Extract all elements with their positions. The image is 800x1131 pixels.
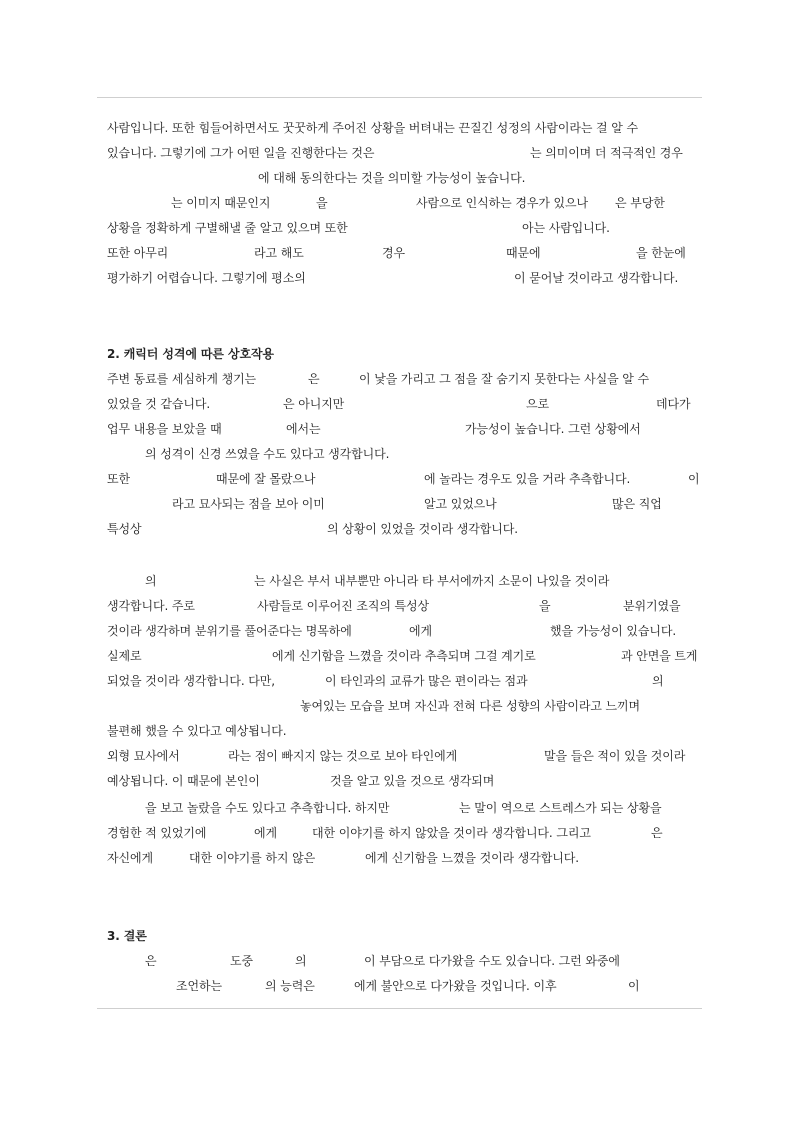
text-segment: 라는 점이 빠지지 않는 것으로 보아 타인에게	[228, 749, 458, 763]
text-segment: 때문에 잘 몰랐으나	[216, 472, 316, 486]
text-segment: 사람으로 인식하는 경우가 있으나	[416, 196, 589, 210]
text-segment: 은 아니지만	[283, 397, 345, 411]
text-segment: 는 이미지 때문인지	[171, 196, 271, 210]
text-line	[0, 645, 800, 667]
text-segment: 특성상	[107, 522, 142, 536]
text-segment: 생각합니다. 주로	[107, 599, 195, 613]
text-segment: 이 타인과의 교류가 많은 편이라는 점과	[325, 674, 528, 688]
text-line	[0, 620, 800, 642]
text-segment: 대한 이야기를 하지 않았을 것이라 생각합니다. 그리고	[312, 826, 591, 840]
text-segment: 으로	[526, 397, 549, 411]
text-segment: 는 의미이며 더 적극적인 경우	[530, 146, 683, 160]
text-segment: 경험한 적 있었기에	[107, 826, 207, 840]
text-line	[0, 797, 800, 819]
text-segment: 에게	[409, 624, 432, 638]
text-line	[0, 745, 800, 767]
text-segment: 는 사실은 부서 내부뿐만 아니라 타 부서에까지 소문이 나있을 것이라	[254, 574, 610, 588]
text-segment: 의	[295, 954, 307, 968]
top-divider	[97, 97, 702, 98]
bottom-divider	[97, 1008, 702, 1009]
text-line	[0, 975, 800, 997]
text-segment: 에 놀라는 경우도 있을 거라 추측합니다.	[424, 472, 631, 486]
text-segment: 것을 알고 있을 것으로 생각되며	[330, 774, 495, 788]
text-segment: 에게 신기함을 느꼈을 것이라 생각합니다.	[365, 851, 579, 865]
text-segment: 을	[316, 196, 328, 210]
text-segment: 분위기였을	[623, 599, 681, 613]
text-segment: 평가하기 어렵습니다. 그렇기에 평소의	[107, 271, 306, 285]
text-segment: 을 한눈에	[636, 246, 686, 260]
text-segment: 의 상황이 있었을 것이라 생각합니다.	[327, 522, 518, 536]
text-segment: 에 대해 동의한다는 것을 의미할 가능성이 높습니다.	[258, 171, 526, 185]
text-segment: 가능성이 높습니다. 그런 상황에서	[465, 422, 641, 436]
text-segment: 에게 신기함을 느꼈을 것이라 추측되며 그걸 계기로	[272, 649, 536, 663]
text-segment: 것이라 생각하며 분위기를 풀어준다는 명목하에	[107, 624, 352, 638]
text-segment: 데다가	[656, 397, 691, 411]
text-line	[0, 695, 800, 717]
text-segment: 있었을 것 같습니다.	[107, 397, 211, 411]
text-segment: 에게	[254, 826, 277, 840]
text-segment: 또한 아무리	[107, 246, 169, 260]
text-segment: 과 안면을 트게	[621, 649, 698, 663]
text-segment: 사람들로 이루어진 조직의 특성상	[257, 599, 430, 613]
text-segment: 사람입니다. 또한 힘들어하면서도 꿋꿋하게 주어진 상황을 버텨내는 끈질긴 성정의 사람이라는 걸 알 수	[107, 121, 638, 135]
text-segment: 이	[628, 979, 640, 993]
heading-text: 3. 결론	[107, 929, 147, 943]
text-segment: 많은 직업	[612, 497, 662, 511]
text-line	[0, 770, 800, 792]
text-segment: 때문에	[506, 246, 541, 260]
text-segment: 의	[145, 574, 157, 588]
text-segment: 의 성격이 신경 쓰였을 수도 있다고 생각합니다.	[145, 447, 390, 461]
heading-text: 2. 캐릭터 성격에 따른 상호작용	[107, 347, 274, 361]
text-segment: 있습니다. 그렇기에 그가 어떤 일을 진행한다는 것은	[107, 146, 375, 160]
text-segment: 주변 동료를 세심하게 챙기는	[107, 372, 257, 386]
text-line	[0, 217, 800, 239]
text-line	[0, 847, 800, 869]
text-line	[0, 142, 800, 164]
text-segment: 은	[308, 372, 320, 386]
text-segment: 도중	[230, 954, 253, 968]
text-line	[0, 518, 800, 540]
text-line	[0, 393, 800, 415]
text-segment: 상황을 정확하게 구별해낼 줄 알고 있으며 또한	[107, 221, 348, 235]
text-line	[0, 493, 800, 515]
text-segment: 했을 가능성이 있습니다.	[550, 624, 677, 638]
text-line	[0, 443, 800, 465]
text-line	[0, 267, 800, 289]
text-segment: 은	[145, 954, 157, 968]
text-segment: 자신에게	[107, 851, 153, 865]
text-segment: 말을 들은 적이 있을 것이라	[544, 749, 686, 763]
text-segment: 은	[651, 826, 663, 840]
text-segment: 라고 묘사되는 점을 보아 이미	[172, 497, 325, 511]
text-line	[0, 822, 800, 844]
text-segment: 놓여있는 모습을 보며 자신과 전혀 다른 성향의 사람이라고 느끼며	[300, 699, 641, 713]
text-segment: 을 보고 놀랐을 수도 있다고 추측합니다. 하지만	[145, 801, 390, 815]
text-line	[0, 570, 800, 592]
text-segment: 외형 묘사에서	[107, 749, 180, 763]
text-segment: 은 부당한	[615, 196, 665, 210]
text-segment: 에서는	[286, 422, 321, 436]
text-segment: 대한 이야기를 하지 않은	[189, 851, 316, 865]
text-segment: 는 말이 역으로 스트레스가 되는 상황을	[459, 801, 662, 815]
text-segment: 라고 해도	[254, 246, 304, 260]
text-segment: 의	[652, 674, 664, 688]
section-heading	[0, 925, 800, 947]
text-segment: 의 능력은	[265, 979, 315, 993]
text-segment: 되었을 것이라 생각합니다. 다만,	[107, 674, 275, 688]
text-segment: 이	[688, 472, 700, 486]
text-segment: 불편해 했을 수 있다고 예상됩니다.	[107, 724, 287, 738]
text-line	[0, 242, 800, 264]
text-segment: 경우	[382, 246, 405, 260]
text-segment: 에게 불안으로 다가왔을 것입니다. 이후	[354, 979, 557, 993]
text-segment: 업무 내용을 보았을 때	[107, 422, 222, 436]
text-segment: 조언하는	[176, 979, 222, 993]
text-line	[0, 950, 800, 972]
text-segment: 예상됩니다. 이 때문에 본인이	[107, 774, 260, 788]
text-segment: 실제로	[107, 649, 142, 663]
text-line	[0, 368, 800, 390]
text-segment: 이 묻어날 것이라고 생각합니다.	[514, 271, 679, 285]
text-line	[0, 167, 800, 189]
text-line	[0, 468, 800, 490]
text-line	[0, 117, 800, 139]
text-segment: 아는 사람입니다.	[522, 221, 610, 235]
text-segment: 을	[539, 599, 551, 613]
text-line	[0, 595, 800, 617]
text-segment: 알고 있었으나	[424, 497, 497, 511]
text-line	[0, 418, 800, 440]
text-segment: 이 낯을 가리고 그 점을 잘 숨기지 못한다는 사실을 알 수	[359, 372, 649, 386]
text-segment: 이 부담으로 다가왔을 수도 있습니다. 그런 와중에	[364, 954, 620, 968]
text-line	[0, 192, 800, 214]
section-heading	[0, 343, 800, 365]
text-line	[0, 670, 800, 692]
text-line	[0, 720, 800, 742]
text-segment: 또한	[107, 472, 130, 486]
